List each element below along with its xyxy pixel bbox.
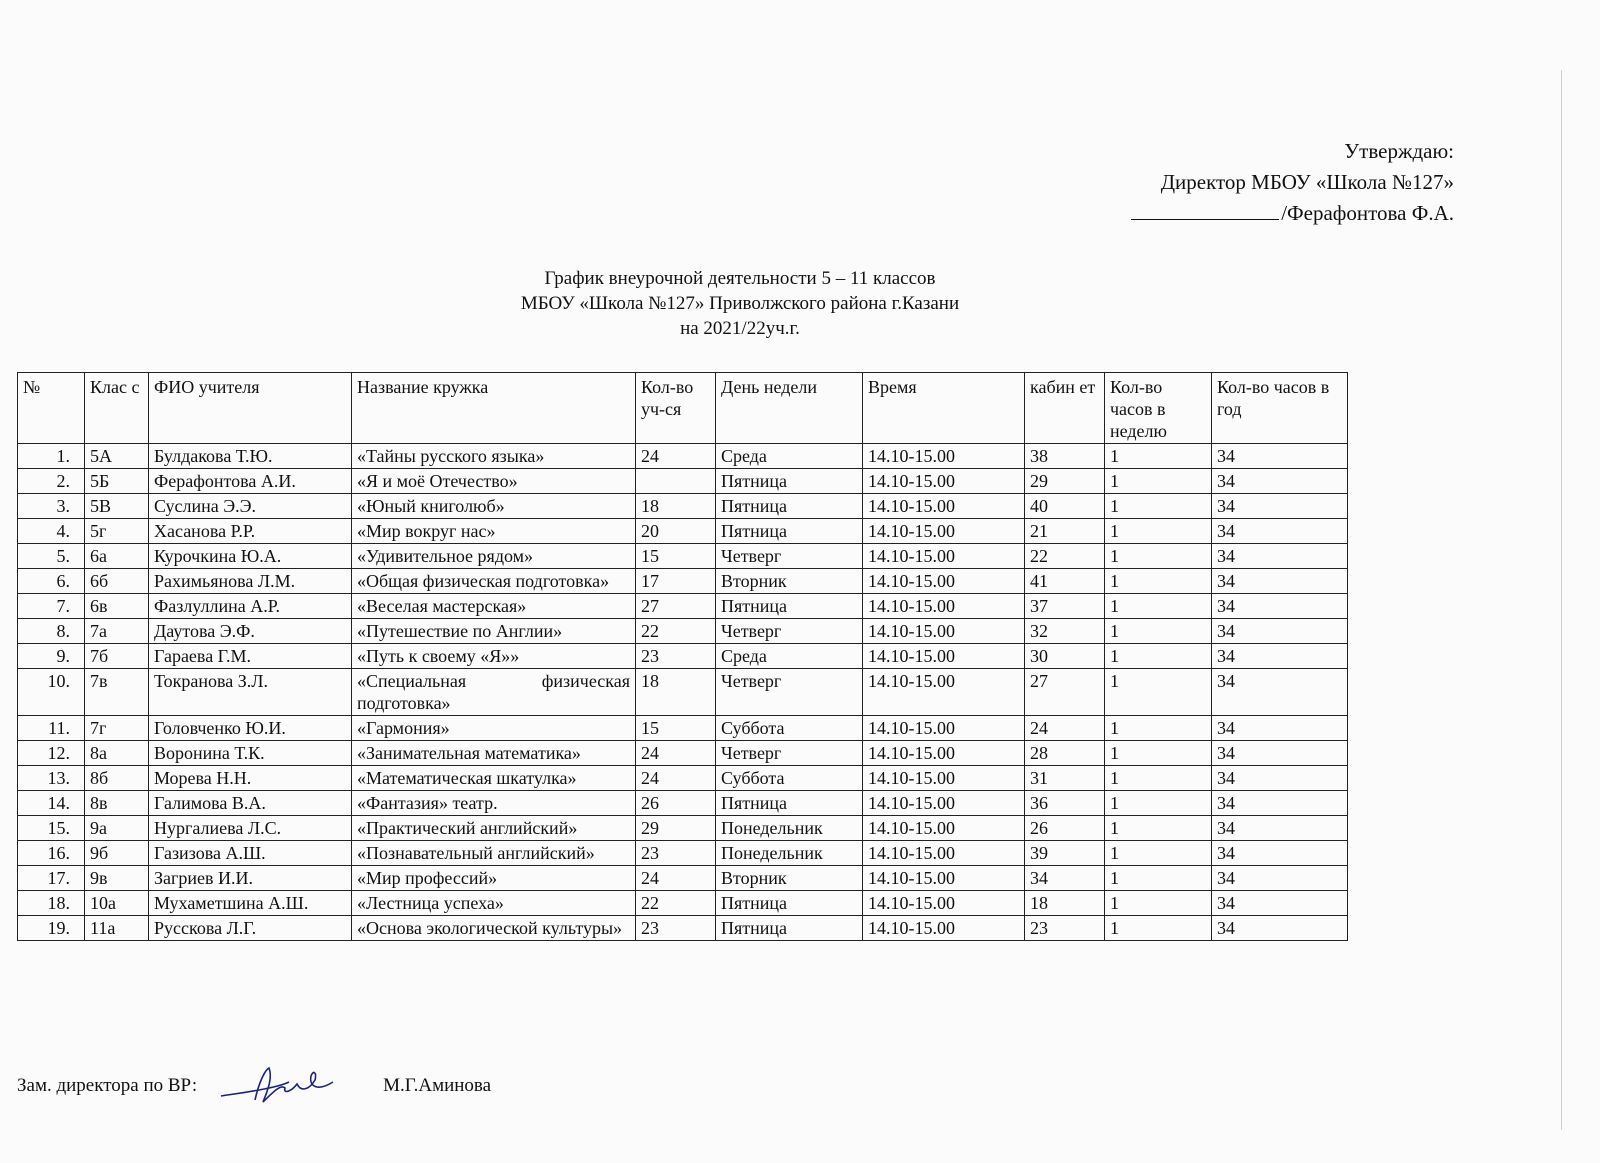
cell-col-weekday: Среда: [716, 644, 863, 669]
cell-col-teacher: Токранова З.Л.: [149, 669, 352, 716]
cell-col-class: 7г: [85, 716, 149, 741]
cell-col-time: 14.10-15.00: [863, 891, 1025, 916]
cell-col-number: 19.: [18, 916, 85, 941]
title-line-1: График внеурочной деятельности 5 – 11 классов: [544, 268, 936, 289]
cell-col-time: 14.10-15.00: [863, 766, 1025, 791]
cell-col-teacher: Даутова Э.Ф.: [149, 619, 352, 644]
cell-col-weekday: Понедельник: [716, 816, 863, 841]
cell-col-hours-year: 34: [1212, 494, 1348, 519]
cell-col-teacher: Хасанова Р.Р.: [149, 519, 352, 544]
cell-col-time: 14.10-15.00: [863, 669, 1025, 716]
table-row: [18, 519, 1348, 544]
cell-col-weekday: Четверг: [716, 741, 863, 766]
title-line-3: на 2021/22уч.г.: [680, 318, 800, 339]
cell-col-room: 24: [1025, 716, 1105, 741]
cell-col-weekday: Пятница: [716, 519, 863, 544]
cell-col-number: 18.: [18, 891, 85, 916]
cell-col-time: 14.10-15.00: [863, 866, 1025, 891]
cell-col-students: 27: [636, 594, 716, 619]
cell-col-weekday: Пятница: [716, 791, 863, 816]
cell-col-teacher: Нургалиева Л.С.: [149, 816, 352, 841]
header-col-hours-week: Кол-во часов в неделю: [1105, 373, 1212, 444]
cell-col-weekday: Вторник: [716, 569, 863, 594]
cell-col-weekday: Четверг: [716, 619, 863, 644]
cell-col-hours-week: 1: [1105, 594, 1212, 619]
cell-col-club: «Путешествие по Англии»: [352, 619, 636, 644]
cell-col-number: 13.: [18, 766, 85, 791]
cell-col-club: «Мир вокруг нас»: [352, 519, 636, 544]
cell-col-hours-year: 34: [1212, 766, 1348, 791]
cell-col-time: 14.10-15.00: [863, 494, 1025, 519]
cell-col-time: 14.10-15.00: [863, 716, 1025, 741]
cell-col-hours-year: 34: [1212, 444, 1348, 469]
cell-col-room: 23: [1025, 916, 1105, 941]
cell-col-room: 27: [1025, 669, 1105, 716]
cell-col-number: 3.: [18, 494, 85, 519]
footer-signature: [17, 1062, 491, 1110]
cell-col-time: 14.10-15.00: [863, 544, 1025, 569]
cell-col-hours-year: 34: [1212, 866, 1348, 891]
cell-col-teacher: Галимова В.А.: [149, 791, 352, 816]
cell-col-teacher: Суслина Э.Э.: [149, 494, 352, 519]
cell-col-club: «Фантазия» театр.: [352, 791, 636, 816]
cell-col-club: «Лестница успеха»: [352, 891, 636, 916]
cell-col-teacher: Головченко Ю.И.: [149, 716, 352, 741]
cell-col-teacher: Газизова А.Ш.: [149, 841, 352, 866]
cell-col-number: 2.: [18, 469, 85, 494]
cell-col-time: 14.10-15.00: [863, 444, 1025, 469]
approval-position: Директор МБОУ «Школа №127»: [1160, 170, 1454, 194]
scan-edge-line: [1561, 70, 1562, 1130]
cell-col-teacher: Воронина Т.К.: [149, 741, 352, 766]
table-row: [18, 469, 1348, 494]
cell-col-room: 30: [1025, 644, 1105, 669]
table-row: [18, 841, 1348, 866]
cell-col-number: 7.: [18, 594, 85, 619]
cell-col-teacher: Мухаметшина А.Ш.: [149, 891, 352, 916]
cell-col-time: 14.10-15.00: [863, 791, 1025, 816]
cell-col-room: 36: [1025, 791, 1105, 816]
cell-col-club: «Путь к своему «Я»»: [352, 644, 636, 669]
cell-col-class: 5г: [85, 519, 149, 544]
cell-col-room: 32: [1025, 619, 1105, 644]
table-row: [18, 544, 1348, 569]
cell-col-hours-week: 1: [1105, 766, 1212, 791]
cell-col-room: 40: [1025, 494, 1105, 519]
cell-col-class: 9б: [85, 841, 149, 866]
table-row: [18, 494, 1348, 519]
cell-col-number: 12.: [18, 741, 85, 766]
cell-col-hours-year: 34: [1212, 644, 1348, 669]
cell-col-class: 7а: [85, 619, 149, 644]
cell-col-number: 6.: [18, 569, 85, 594]
cell-col-time: 14.10-15.00: [863, 916, 1025, 941]
table-body: [18, 444, 1348, 941]
table-row: [18, 594, 1348, 619]
document-title: [440, 266, 1040, 341]
cell-col-hours-week: 1: [1105, 644, 1212, 669]
header-col-number: №: [18, 373, 85, 444]
cell-col-weekday: Четверг: [716, 669, 863, 716]
cell-col-hours-week: 1: [1105, 619, 1212, 644]
approval-name: /Ферафонтова Ф.А.: [1281, 201, 1454, 225]
cell-col-class: 10а: [85, 891, 149, 916]
cell-col-hours-week: 1: [1105, 716, 1212, 741]
cell-col-number: 1.: [18, 444, 85, 469]
cell-col-number: 16.: [18, 841, 85, 866]
cell-col-time: 14.10-15.00: [863, 841, 1025, 866]
cell-col-class: 6а: [85, 544, 149, 569]
cell-col-club: «Веселая мастерская»: [352, 594, 636, 619]
cell-col-hours-year: 34: [1212, 569, 1348, 594]
cell-col-time: 14.10-15.00: [863, 644, 1025, 669]
cell-col-room: 29: [1025, 469, 1105, 494]
table-row: [18, 569, 1348, 594]
cell-col-class: 6в: [85, 594, 149, 619]
cell-col-students: 24: [636, 741, 716, 766]
cell-col-weekday: Пятница: [716, 916, 863, 941]
cell-col-hours-week: 1: [1105, 669, 1212, 716]
cell-col-club: «Я и моё Отечество»: [352, 469, 636, 494]
cell-col-weekday: Пятница: [716, 469, 863, 494]
cell-col-hours-week: 1: [1105, 866, 1212, 891]
handwritten-signature: [217, 1062, 347, 1110]
cell-col-room: 34: [1025, 866, 1105, 891]
cell-col-club: «Общая физическая подготовка»: [352, 569, 636, 594]
table-row: [18, 644, 1348, 669]
table-row: [18, 916, 1348, 941]
cell-col-students: 24: [636, 866, 716, 891]
cell-col-hours-week: 1: [1105, 891, 1212, 916]
approval-signature-line: [1131, 198, 1454, 229]
cell-col-class: 6б: [85, 569, 149, 594]
header-col-time: Время: [863, 373, 1025, 444]
cell-col-students: 18: [636, 494, 716, 519]
cell-col-club: «Специальная физическая подготовка»: [352, 669, 636, 716]
cell-col-students: 26: [636, 791, 716, 816]
cell-col-club: «Познавательный английский»: [352, 841, 636, 866]
schedule-table: [17, 372, 1348, 941]
table-row: [18, 891, 1348, 916]
cell-col-hours-year: 34: [1212, 469, 1348, 494]
cell-col-room: 41: [1025, 569, 1105, 594]
cell-col-club: «Занимательная математика»: [352, 741, 636, 766]
cell-col-number: 17.: [18, 866, 85, 891]
cell-col-weekday: Среда: [716, 444, 863, 469]
header-col-class: Клас с: [85, 373, 149, 444]
cell-col-room: 31: [1025, 766, 1105, 791]
cell-col-teacher: Фазлуллина А.Р.: [149, 594, 352, 619]
cell-col-hours-week: 1: [1105, 494, 1212, 519]
cell-col-hours-week: 1: [1105, 741, 1212, 766]
cell-col-number: 8.: [18, 619, 85, 644]
cell-col-students: 20: [636, 519, 716, 544]
cell-col-number: 11.: [18, 716, 85, 741]
cell-col-room: 38: [1025, 444, 1105, 469]
cell-col-hours-year: 34: [1212, 519, 1348, 544]
cell-col-time: 14.10-15.00: [863, 619, 1025, 644]
cell-col-class: 5Б: [85, 469, 149, 494]
cell-col-hours-year: 34: [1212, 619, 1348, 644]
cell-col-club: «Математическая шкатулка»: [352, 766, 636, 791]
cell-col-hours-year: 34: [1212, 791, 1348, 816]
cell-col-club: «Тайны русского языка»: [352, 444, 636, 469]
cell-col-hours-year: 34: [1212, 891, 1348, 916]
cell-col-number: 4.: [18, 519, 85, 544]
cell-col-club: «Юный книголюб»: [352, 494, 636, 519]
cell-col-weekday: Четверг: [716, 544, 863, 569]
cell-col-hours-year: 34: [1212, 544, 1348, 569]
cell-col-number: 15.: [18, 816, 85, 841]
cell-col-weekday: Понедельник: [716, 841, 863, 866]
cell-col-room: 28: [1025, 741, 1105, 766]
cell-col-class: 7б: [85, 644, 149, 669]
cell-col-hours-year: 34: [1212, 841, 1348, 866]
cell-col-time: 14.10-15.00: [863, 569, 1025, 594]
cell-col-class: 5А: [85, 444, 149, 469]
table-row: [18, 816, 1348, 841]
table-row: [18, 766, 1348, 791]
cell-col-teacher: Курочкина Ю.А.: [149, 544, 352, 569]
cell-col-club: «Гармония»: [352, 716, 636, 741]
cell-col-hours-week: 1: [1105, 816, 1212, 841]
cell-col-students: 24: [636, 444, 716, 469]
footer-name: М.Г.Аминова: [383, 1075, 492, 1096]
cell-col-students: 23: [636, 841, 716, 866]
cell-col-room: 39: [1025, 841, 1105, 866]
cell-col-weekday: Вторник: [716, 866, 863, 891]
cell-col-time: 14.10-15.00: [863, 469, 1025, 494]
cell-col-club: «Основа экологической культуры»: [352, 916, 636, 941]
cell-col-time: 14.10-15.00: [863, 519, 1025, 544]
cell-col-weekday: Суббота: [716, 716, 863, 741]
cell-col-number: 10.: [18, 669, 85, 716]
cell-col-hours-year: 34: [1212, 816, 1348, 841]
cell-col-weekday: Пятница: [716, 891, 863, 916]
cell-col-hours-week: 1: [1105, 469, 1212, 494]
cell-col-number: 14.: [18, 791, 85, 816]
cell-col-hours-year: 34: [1212, 741, 1348, 766]
cell-col-weekday: Пятница: [716, 494, 863, 519]
table-row: [18, 619, 1348, 644]
cell-col-club: «Мир профессий»: [352, 866, 636, 891]
cell-col-room: 26: [1025, 816, 1105, 841]
cell-col-teacher: Булдакова Т.Ю.: [149, 444, 352, 469]
cell-col-class: 8в: [85, 791, 149, 816]
cell-col-students: 24: [636, 766, 716, 791]
cell-col-class: 9а: [85, 816, 149, 841]
cell-col-hours-year: 34: [1212, 669, 1348, 716]
cell-col-club: «Практический английский»: [352, 816, 636, 841]
header-col-weekday: День недели: [716, 373, 863, 444]
cell-col-class: 5В: [85, 494, 149, 519]
cell-col-hours-week: 1: [1105, 519, 1212, 544]
cell-col-hours-week: 1: [1105, 569, 1212, 594]
title-line-2: МБОУ «Школа №127» Приволжского района г.Казани: [520, 293, 960, 314]
table-header-row: [18, 373, 1348, 444]
header-col-room: кабин ет: [1025, 373, 1105, 444]
cell-col-students: 29: [636, 816, 716, 841]
cell-col-time: 14.10-15.00: [863, 594, 1025, 619]
cell-col-hours-year: 34: [1212, 916, 1348, 941]
cell-col-class: 8б: [85, 766, 149, 791]
cell-col-students: 17: [636, 569, 716, 594]
cell-col-hours-week: 1: [1105, 916, 1212, 941]
cell-col-number: 5.: [18, 544, 85, 569]
cell-col-students: 22: [636, 619, 716, 644]
cell-col-students: 23: [636, 916, 716, 941]
cell-col-teacher: Русскова Л.Г.: [149, 916, 352, 941]
cell-col-teacher: Загриев И.И.: [149, 866, 352, 891]
cell-col-room: 22: [1025, 544, 1105, 569]
table-row: [18, 669, 1348, 716]
cell-col-class: 9в: [85, 866, 149, 891]
cell-col-teacher: Ферафонтова А.И.: [149, 469, 352, 494]
cell-col-students: 23: [636, 644, 716, 669]
header-col-hours-year: Кол-во часов в год: [1212, 373, 1348, 444]
cell-col-teacher: Морева Н.Н.: [149, 766, 352, 791]
cell-col-teacher: Гараева Г.М.: [149, 644, 352, 669]
cell-col-hours-week: 1: [1105, 841, 1212, 866]
cell-col-students: 15: [636, 716, 716, 741]
cell-col-students: 15: [636, 544, 716, 569]
cell-col-club: «Удивительное рядом»: [352, 544, 636, 569]
table-row: [18, 716, 1348, 741]
cell-col-weekday: Пятница: [716, 594, 863, 619]
approval-heading: Утверждаю:: [1344, 139, 1454, 163]
header-col-students: Кол-во уч-ся: [636, 373, 716, 444]
cell-col-students: 18: [636, 669, 716, 716]
table-row: [18, 791, 1348, 816]
cell-col-students: 22: [636, 891, 716, 916]
header-col-teacher: ФИО учителя: [149, 373, 352, 444]
cell-col-hours-week: 1: [1105, 544, 1212, 569]
signature-blank: [1131, 199, 1279, 220]
cell-col-time: 14.10-15.00: [863, 816, 1025, 841]
cell-col-weekday: Суббота: [716, 766, 863, 791]
cell-col-room: 18: [1025, 891, 1105, 916]
header-col-club: Название кружка: [352, 373, 636, 444]
table-row: [18, 866, 1348, 891]
cell-col-hours-year: 34: [1212, 594, 1348, 619]
table-row: [18, 444, 1348, 469]
table-row: [18, 741, 1348, 766]
cell-col-hours-week: 1: [1105, 444, 1212, 469]
cell-col-room: 21: [1025, 519, 1105, 544]
cell-col-students: [636, 469, 716, 494]
cell-col-number: 9.: [18, 644, 85, 669]
cell-col-time: 14.10-15.00: [863, 741, 1025, 766]
cell-col-room: 37: [1025, 594, 1105, 619]
cell-col-class: 7в: [85, 669, 149, 716]
cell-col-hours-year: 34: [1212, 716, 1348, 741]
cell-col-class: 8а: [85, 741, 149, 766]
cell-col-teacher: Рахимьянова Л.М.: [149, 569, 352, 594]
approval-block: [1131, 136, 1454, 229]
cell-col-class: 11а: [85, 916, 149, 941]
footer-role: Зам. директора по ВР:: [17, 1075, 198, 1096]
cell-col-hours-week: 1: [1105, 791, 1212, 816]
